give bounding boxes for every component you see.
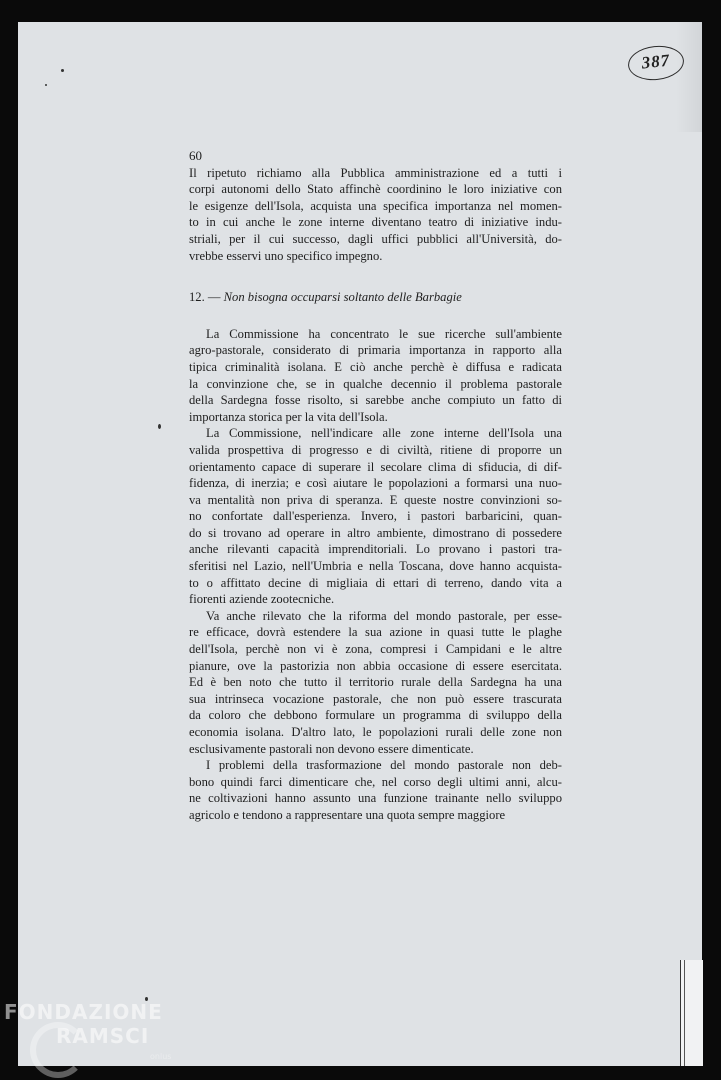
text-line: dell'Isola, perchè non vi è zona, compresi i Campidani e le altre xyxy=(189,642,562,657)
archive-number-stamp: 387 xyxy=(626,43,685,83)
page-edge-strip xyxy=(680,960,703,1066)
text-line: ne coltivazioni hanno assunto una funzione trainante nello sviluppo xyxy=(189,791,562,806)
dust-speck xyxy=(45,84,47,86)
text-line: importanza storica per la vita dell'Isola. xyxy=(189,409,388,424)
text-line: bono quindi farci dimenticare che, nel corso degli ultimi anni, alcu- xyxy=(189,774,562,789)
section-heading xyxy=(189,289,562,306)
text-line: I problemi della trasformazione del mondo pastorale non deb- xyxy=(206,758,562,773)
text-line: la convinzione che, se in qualche decennio il problema pastorale xyxy=(189,376,562,391)
document-text xyxy=(189,148,562,824)
text-line: to in cui anche le zone interne diventano teatro di iniziative indu- xyxy=(189,215,562,230)
text-line: sferitisi nel Lazio, nell'Umbria e nella Toscana, dove hanno acquista- xyxy=(189,559,562,574)
text-line: no confortate dall'esperienza. Invero, i pastori barbaricini, quan- xyxy=(189,509,562,524)
dust-speck xyxy=(61,69,64,72)
section-number: 12. — xyxy=(189,290,221,305)
text-line: sua intrinseca vocazione pastorale, che non può essere trascurata xyxy=(189,691,562,706)
watermark-line1: FONDAZIONE xyxy=(4,1000,163,1024)
text-line: corpi autonomi dello Stato affinchè coordinino le loro iniziative con xyxy=(189,182,562,197)
text-line: re efficace, dovrà estendere la sua azione in quasi tutte le plaghe xyxy=(189,625,562,640)
text-line: fiorenti aziende zootecniche. xyxy=(189,592,335,607)
section-title: Non bisogna occuparsi soltanto delle Barbagie xyxy=(223,290,462,305)
text-line: da coloro che debbono formulare un programma di sviluppo della xyxy=(189,708,562,723)
text-line: economia isolana. D'altro lato, le popolazioni rurali delle zone non xyxy=(189,725,562,739)
watermark-sub: onlus xyxy=(150,1052,172,1061)
text-line: le esigenze dell'Isola, acquista una specifica importanza nel momen- xyxy=(189,198,562,213)
text-line: tipica criminalità isolana. E ciò anche perchè è diffusa e radicata xyxy=(189,359,562,374)
text-line: fidenza, di inerzia; e così aiutare le popolazioni a formarsi una nuo- xyxy=(189,476,562,491)
body-paragraph xyxy=(189,326,562,426)
text-line: orientamento capace di superare il secolare clima di sfiducia, di dif- xyxy=(189,459,562,474)
text-line: agro-pastorale, considerato di primaria importanza in rapporto alla xyxy=(189,343,562,358)
paper-shadow xyxy=(676,22,702,132)
text-line: Ed è ben noto che tutto il territorio rurale della Sardegna ha una xyxy=(189,675,562,690)
text-line: do si trovano ad operare in altro ambiente, dimostrano di possedere xyxy=(189,525,562,540)
text-line: va mentalità non priva di speranza. E queste nostre convinzioni so- xyxy=(189,492,562,507)
text-line: pianure, ove la pastorizia non abbia occasione di essere esercitata. xyxy=(189,658,562,673)
text-line: esclusivamente pastorali non devono essere dimenticate. xyxy=(189,741,474,756)
text-line: anche rilevanti capacità imprenditoriali. Lo provano i pastori tra- xyxy=(189,542,562,557)
page-number: 60 xyxy=(189,148,202,163)
watermark-line2: RAMSCI xyxy=(56,1024,150,1048)
body-paragraph xyxy=(189,608,562,757)
intro-paragraph xyxy=(189,165,562,265)
body-paragraph xyxy=(189,757,562,823)
text-line: Il ripetuto richiamo alla Pubblica amministrazione ed a tutti i xyxy=(189,165,562,180)
text-line: La Commissione ha concentrato le sue ricerche sull'ambiente xyxy=(206,326,562,341)
text-line: agricolo e tendono a rappresentare una quota sempre maggiore xyxy=(189,807,506,822)
section-body xyxy=(189,326,562,824)
text-line: striali, per il cui successo, dagli uffici pubblici all'Università, do- xyxy=(189,231,562,246)
text-line: della Sardegna fosse risolto, si sarebbe anche compiuto un fatto di xyxy=(189,393,562,408)
fondazione-gramsci-watermark xyxy=(4,1000,204,1078)
text-line: Va anche rilevato che la riforma del mondo pastorale, per esse- xyxy=(206,608,562,623)
body-paragraph xyxy=(189,425,562,608)
text-line: vrebbe esservi uno specifico impegno. xyxy=(189,248,383,263)
text-line: valida prospettiva di progresso e di civiltà, ritiene di proporre un xyxy=(189,442,562,457)
text-line: to o affittato decine di migliaia di ettari di terreno, dando vita a xyxy=(189,575,562,590)
text-line: La Commissione, nell'indicare alle zone interne dell'Isola una xyxy=(206,426,562,441)
dust-speck xyxy=(158,424,161,429)
